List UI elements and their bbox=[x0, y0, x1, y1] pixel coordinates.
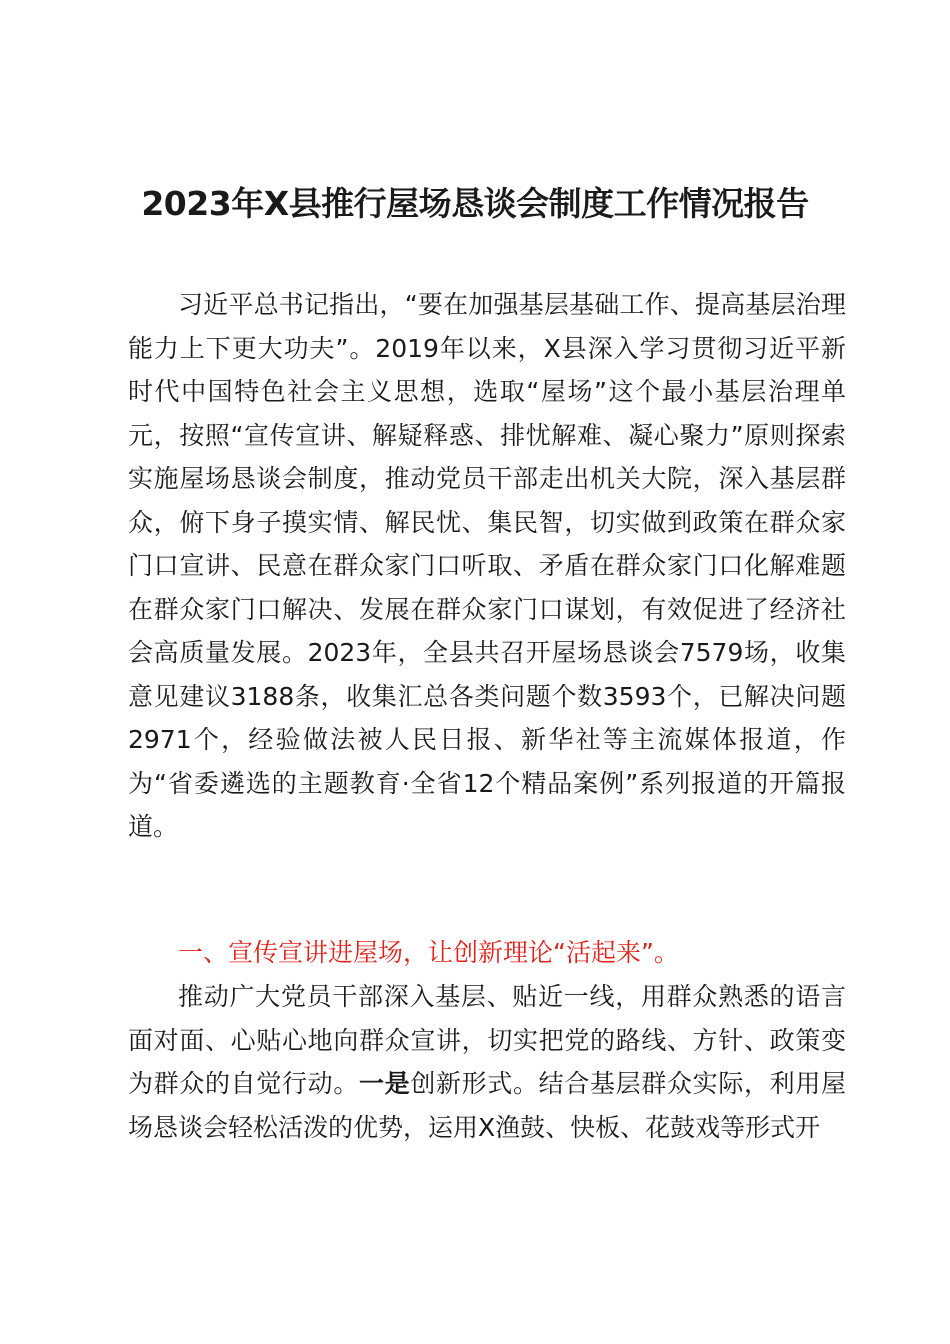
intro-paragraph: 习近平总书记指出，“要在加强基层基础工作、提高基层治理能力上下更大功夫”。2019年以来，X县深入学习贯彻习近平新时代中国特色社会主义思想，选取“屋场”这个最小基层治理单元，按照“宣传宣讲、解疑释惑、排忧解难、凝心聚力”原则探索实施屋场恳谈会制度，推动党员干部走出机关大院，深入基层群众，俯下身子摸实情、解民忧、集民智，切实做到政策在群众家门口宣讲、民意在群众家门口听取、矛盾在群众家门口化解难题在群众家门口解决、发展在群众家门口谋划，有效促进了经济社会高质量发展。2023年，全县共召开屋场恳谈会7579场，收集意见建议3188条，收集汇总各类问题个数3593个，已解决问题2971个，经验做法被人民日报、新华社等主流媒体报道，作为“省委遴选的主题教育·全省12个精品案例”系列报道的开篇报道。 bbox=[128, 290, 846, 841]
section-1-paragraph bbox=[128, 975, 846, 1149]
document-title: 2023年X县推行屋场恳谈会制度工作情况报告 bbox=[141, 184, 809, 223]
paragraph-bold-lead: 一是 bbox=[359, 1069, 411, 1098]
paragraph-text-part2: 创新形式。结合基层群众实际，利用屋场恳谈会轻松活泼的优势，运用X渔鼓、快板、花鼓戏等形式开 bbox=[128, 1069, 846, 1142]
paragraph-text-part1: 推动广大党员干部深入基层、贴近一线，用群众熟悉的语言面对面、心贴心地向群众宣讲，切实把党的路线、方针、政策变为群众的自觉行动。 bbox=[128, 982, 846, 1098]
section-heading-1: 一、宣传宣讲进屋场，让创新理论“活起来”。 bbox=[178, 938, 679, 967]
